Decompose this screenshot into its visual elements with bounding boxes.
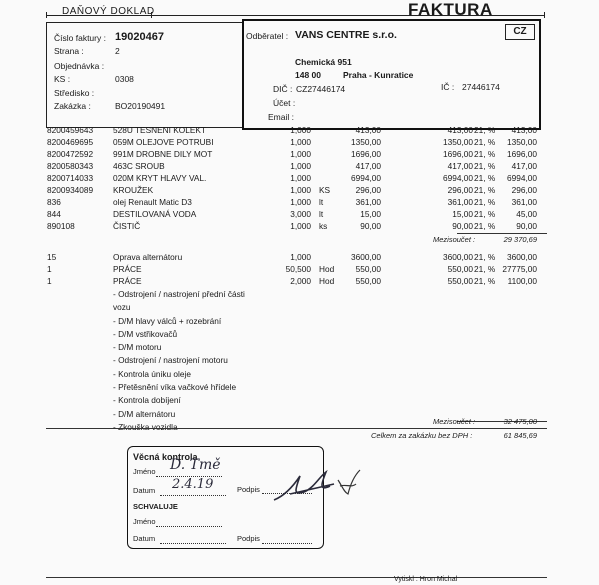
invoice-number-label: Číslo faktury : [54, 33, 106, 43]
header-tick-mid [151, 12, 152, 18]
list-item: - Přetěsnění víka vačkové hřídele [113, 382, 237, 393]
ks-value: 0308 [115, 74, 134, 84]
list-item: - Kontrola dobíjení [113, 395, 181, 406]
country-code: CZ [505, 24, 535, 40]
customer-zip: 148 00 [295, 70, 321, 80]
header-tick-left [46, 12, 47, 18]
subtotal-line [457, 233, 547, 234]
stamp-date-line [160, 495, 226, 496]
table-row: 844 DESTILOVANÁ VODA 3,000 lt 15,00 15,00 21, % 45,00 [47, 209, 537, 219]
header-line [46, 15, 544, 16]
dic-value: CZ27446174 [296, 84, 346, 94]
approval-heading: SCHVALUJE [133, 502, 178, 511]
list-item: vozu [113, 302, 131, 313]
stamp-date-handwritten: 2.4.19 [172, 477, 214, 492]
subtotal-label: Mezisoučet : [433, 417, 476, 426]
order-label: Objednávka : [54, 61, 105, 71]
list-item: - D/M vstřikovačů [113, 328, 178, 339]
job-value: BO20190491 [115, 101, 166, 111]
list-item: - Odstrojení / nastrojení motoru [113, 355, 228, 366]
dic-label: DIČ : [273, 84, 293, 94]
handwritten-signature [270, 466, 340, 510]
approval-signature-label: Podpis [237, 534, 260, 543]
list-item: - D/M motoru [113, 342, 162, 353]
approval-date-line [160, 543, 226, 544]
account-label: Účet : [273, 98, 296, 108]
grand-total-label: Celkem za zakázku bez DPH : [371, 431, 473, 440]
document-type: DAŇOVÝ DOKLAD [62, 6, 155, 17]
stamp-name-label: Jméno [133, 467, 156, 476]
approval-date-label: Datum [133, 534, 156, 543]
list-item: - D/M hlavy válců + rozebrání [113, 315, 222, 326]
customer-name: VANS CENTRE s.r.o. [295, 29, 397, 41]
stamp-signature-label: Podpis [237, 485, 260, 494]
list-item: - Odstrojení / nastrojení přední části [113, 289, 245, 299]
grand-total-value: 61 845,69 [503, 431, 537, 440]
page-label: Strana : [54, 46, 84, 56]
stamp-date-label: Datum [133, 486, 156, 495]
subtotal-value: 29 370,69 [503, 235, 537, 244]
work-description-list [113, 288, 245, 434]
list-item: - Kontrola úniku oleje [113, 368, 191, 379]
approval-name-label: Jméno [133, 517, 156, 526]
list-item: - Zkouška vozidla [113, 421, 178, 432]
invoice-number: 19020467 [115, 31, 164, 43]
approval-name-line [156, 526, 222, 527]
customer-street: Chemická 951 [295, 57, 352, 67]
table-row: 15 Oprava alternátoru 1,000 3600,00 3600,00 21, % 3600,00 [47, 252, 537, 262]
subtotal-value: 32 475,00 [503, 417, 537, 426]
header-tick-right [544, 12, 545, 18]
page-value: 2 [115, 46, 120, 56]
table-row: 1 PRÁCE 50,500 Hod 550,00 550,00 21, % 27775,00 [47, 264, 537, 274]
table-row: 890108 ČISTIČ 1,000 ks 90,00 90,00 21, % 90,00 [47, 221, 537, 231]
check-mark-scribble [334, 466, 364, 500]
cost-center-label: Středisko : [54, 88, 95, 98]
customer-city: Praha - Kunratice [343, 70, 414, 80]
printed-by: Vytiskl : Hron Michal [394, 576, 458, 583]
ic-value: 27446174 [462, 82, 500, 92]
ks-label: KS : [54, 74, 71, 84]
table-row: 8200459643 528U TESNENI KOLEKT 1,000 413,00 413,00 21, % 413,00 [47, 125, 537, 135]
table-row: 836 olej Renault Matic D3 1,000 lt 361,00 361,00 21, % 361,00 [47, 197, 537, 207]
table-row: 8200714033 020M KRYT HLAVY VAL. 1,000 6994,00 6994,00 21, % 6994,00 [47, 173, 537, 183]
subtotal-label: Mezisoučet : [433, 235, 476, 244]
table-row: 8200469695 059M OLEJOVE POTRUBI 1,000 1350,00 1350,00 21, % 1350,00 [47, 137, 537, 147]
job-label: Zakázka : [54, 101, 91, 111]
table-row: 8200580343 463C SROUB 1,000 417,00 417,00 21, % 417,00 [47, 161, 537, 171]
email-label: Email : [268, 112, 294, 122]
list-item: - D/M alternátoru [113, 408, 176, 419]
stamp-title: Věcná kontrola [133, 452, 198, 462]
customer-label: Odběratel : [246, 31, 289, 41]
totals-divider [46, 428, 547, 429]
approval-signature-line [262, 543, 312, 544]
ic-label: IČ : [441, 82, 455, 92]
table-row: 1 PRÁCE 2,000 Hod 550,00 550,00 21, % 1100,00 [47, 276, 537, 286]
invoice-title: FAKTURA [408, 0, 493, 19]
table-row: 8200472592 991M DROBNE DILY MOT 1,000 1696,00 1696,00 21, % 1696,00 [47, 149, 537, 159]
table-row: 8200934089 KROUŽEK 1,000 KS 296,00 296,00 21, % 296,00 [47, 185, 537, 195]
footer-line [46, 577, 547, 578]
stamp-name-handwritten: D. Tmě [170, 457, 221, 473]
